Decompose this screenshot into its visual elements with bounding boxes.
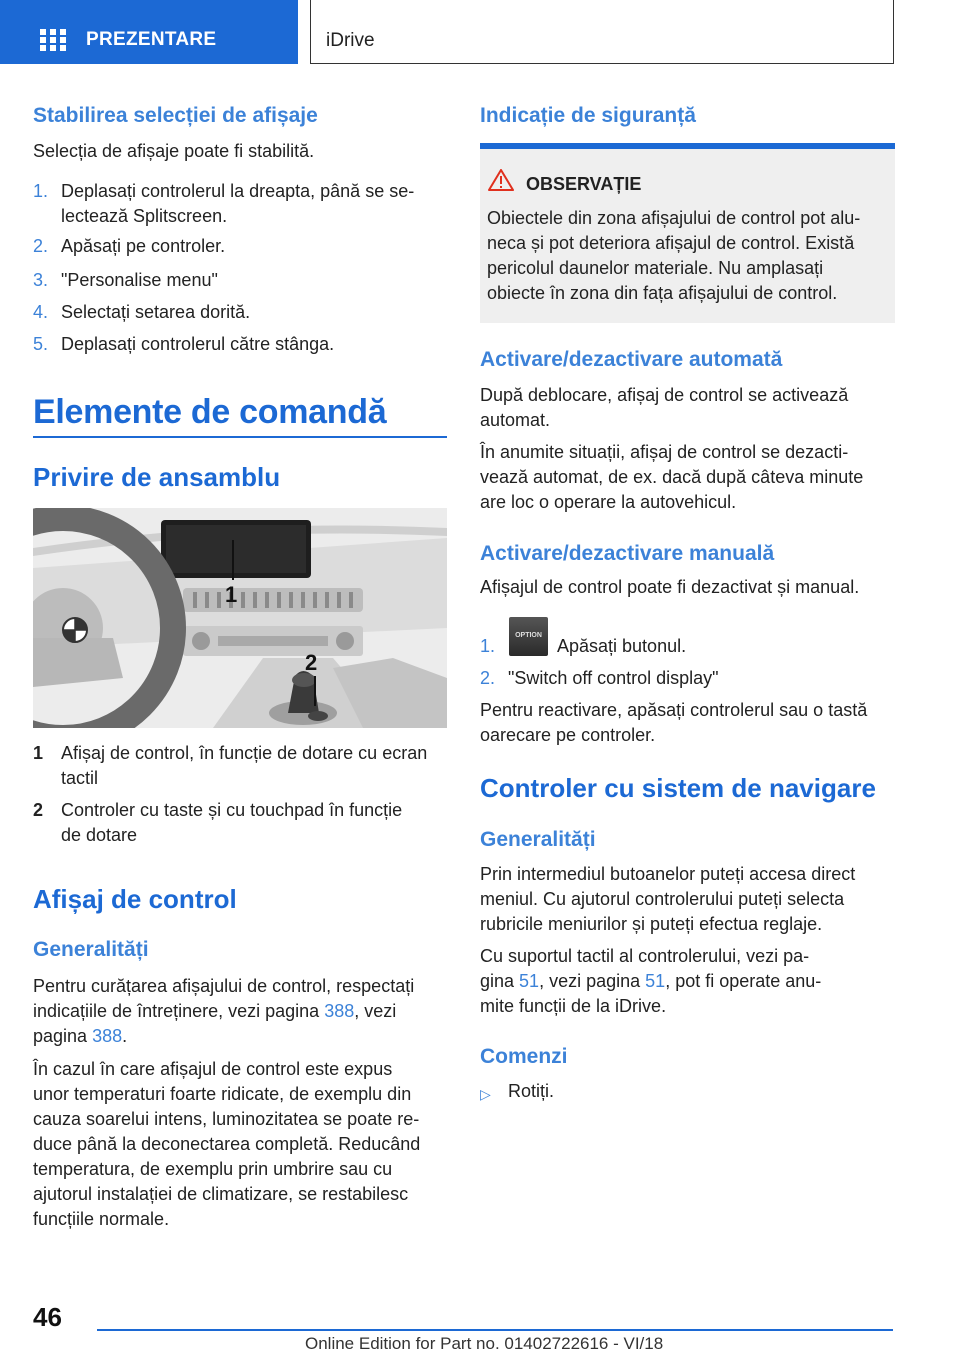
selection-intro: Selecția de afișaje poate fi stabilită.: [33, 141, 315, 161]
general-paragraph-2: În cazul în care afișajul de control este expus unor temperaturi foarte ridicate, de exemplu din cauza soarelui intens, luminozitatea se poate re- duce până la deconectarea completă. Reducând temperatura, de exemplu prin umbrire sau cu ajutorul instalației de climatizare, se restabilesc funcțiile normale.: [33, 1059, 421, 1229]
footer-edition: Online Edition for Part no. 01402722616 - VI/18: [305, 1334, 664, 1353]
reactivate-paragraph: Pentru reactivare, apăsați controlerul sau o tastă oarecare pe controler.: [480, 700, 868, 745]
notice-box: [480, 143, 895, 323]
footer-rule: [97, 1329, 893, 1331]
selection-heading: Stabilirea selecției de afișaje: [33, 104, 318, 127]
legend-item: 2 Controler cu taste și cu touchpad în funcție de dotare: [33, 800, 403, 845]
manual-step-text: Apăsați butonul.: [557, 636, 687, 656]
overview-heading: Privire de ansamblu: [33, 462, 281, 492]
commands-heading: Comenzi: [480, 1045, 568, 1068]
navigation-heading: Controler cu sistem de navigare: [480, 773, 876, 803]
nav-paragraph-1: Prin intermediul butoanelor puteți accesa direct meniul. Cu ajutorul controlerului puteți selecta rubricile meniurilor și puteți efectua reglaje.: [480, 864, 856, 934]
manual-step: 2. "Switch off control display": [480, 668, 719, 688]
selection-step: 4. Selectați setarea dorită.: [33, 302, 251, 322]
nav-general-heading: Generalități: [480, 828, 596, 851]
option-button-icon: OPTION: [509, 617, 548, 656]
legend-item: 1 Afișaj de control, în funcție de dotare cu ecran tactil: [33, 743, 428, 788]
cockpit-drawing: [33, 508, 447, 728]
manual-step-number: 1.: [480, 636, 496, 656]
page-link[interactable]: 388: [324, 1001, 355, 1021]
section-tab[interactable]: [0, 0, 298, 64]
manual-heading: Activare/dezactivare manuală: [480, 542, 775, 565]
page-link[interactable]: 51: [519, 971, 540, 991]
auto-paragraph-2: În anumite situații, afișaj de control se dezacti- vează automat, de ex. dacă după câteva minute are loc o operare la autovehicul.: [480, 442, 864, 512]
notice-title: OBSERVAȚIE: [526, 174, 642, 194]
callout-2: 2: [305, 650, 318, 675]
general-paragraph-1: Pentru curățarea afișajului de control, respectați indicațiile de întreținere, vezi pagina 388, vezi pagina 388.: [33, 976, 415, 1046]
auto-paragraph-1: După deblocare, afișaj de control se activează automat.: [480, 385, 849, 430]
command-item: ▷ Rotiți.: [480, 1079, 895, 1104]
nav-paragraph-2: Cu suportul tactil al controlerului, vezi pa- gina 51, vezi pagina 51, pot fi operate anu- mite funcții de la iDrive.: [480, 946, 822, 1016]
chapter-rule: [33, 436, 447, 438]
warning-icon: [488, 169, 514, 191]
page-link[interactable]: 388: [92, 1026, 123, 1046]
chapter-title-box: [310, 0, 894, 64]
safety-heading: Indicație de siguranță: [480, 104, 696, 127]
notice-text: Obiectele din zona afișajului de control pot alu- neca și pot deteriora afișajul de control. Există pericolul daunelor materiale. Nu amplasați obiecte în zona din fața afișajului de control.: [487, 208, 861, 303]
display-heading: Afișaj de control: [33, 884, 237, 914]
chapter-title: iDrive: [326, 30, 375, 51]
selection-step: 3. "Personalise menu": [33, 270, 218, 290]
manual-paragraph: Afișajul de control poate fi dezactivat și manual.: [480, 577, 860, 597]
page-number: 46: [33, 1302, 62, 1332]
auto-heading: Activare/dezactivare automată: [480, 348, 783, 371]
cockpit-illustration: [33, 508, 447, 728]
selection-step: 1. Deplasați controlerul la dreapta, până se se- lectează Splitscreen.: [33, 181, 415, 226]
chapter-heading: Elemente de comandă: [33, 393, 387, 431]
page-link[interactable]: 51: [645, 971, 666, 991]
grid-icon: [40, 29, 66, 51]
callout-1: 1: [225, 582, 238, 607]
selection-step: 2. Apăsați pe controler.: [33, 236, 226, 256]
general-heading: Generalități: [33, 938, 149, 961]
section-label: PREZENTARE: [86, 29, 217, 50]
selection-step: 5. Deplasați controlerul către stânga.: [33, 334, 335, 354]
triangle-bullet-icon: ▷: [480, 1086, 491, 1102]
